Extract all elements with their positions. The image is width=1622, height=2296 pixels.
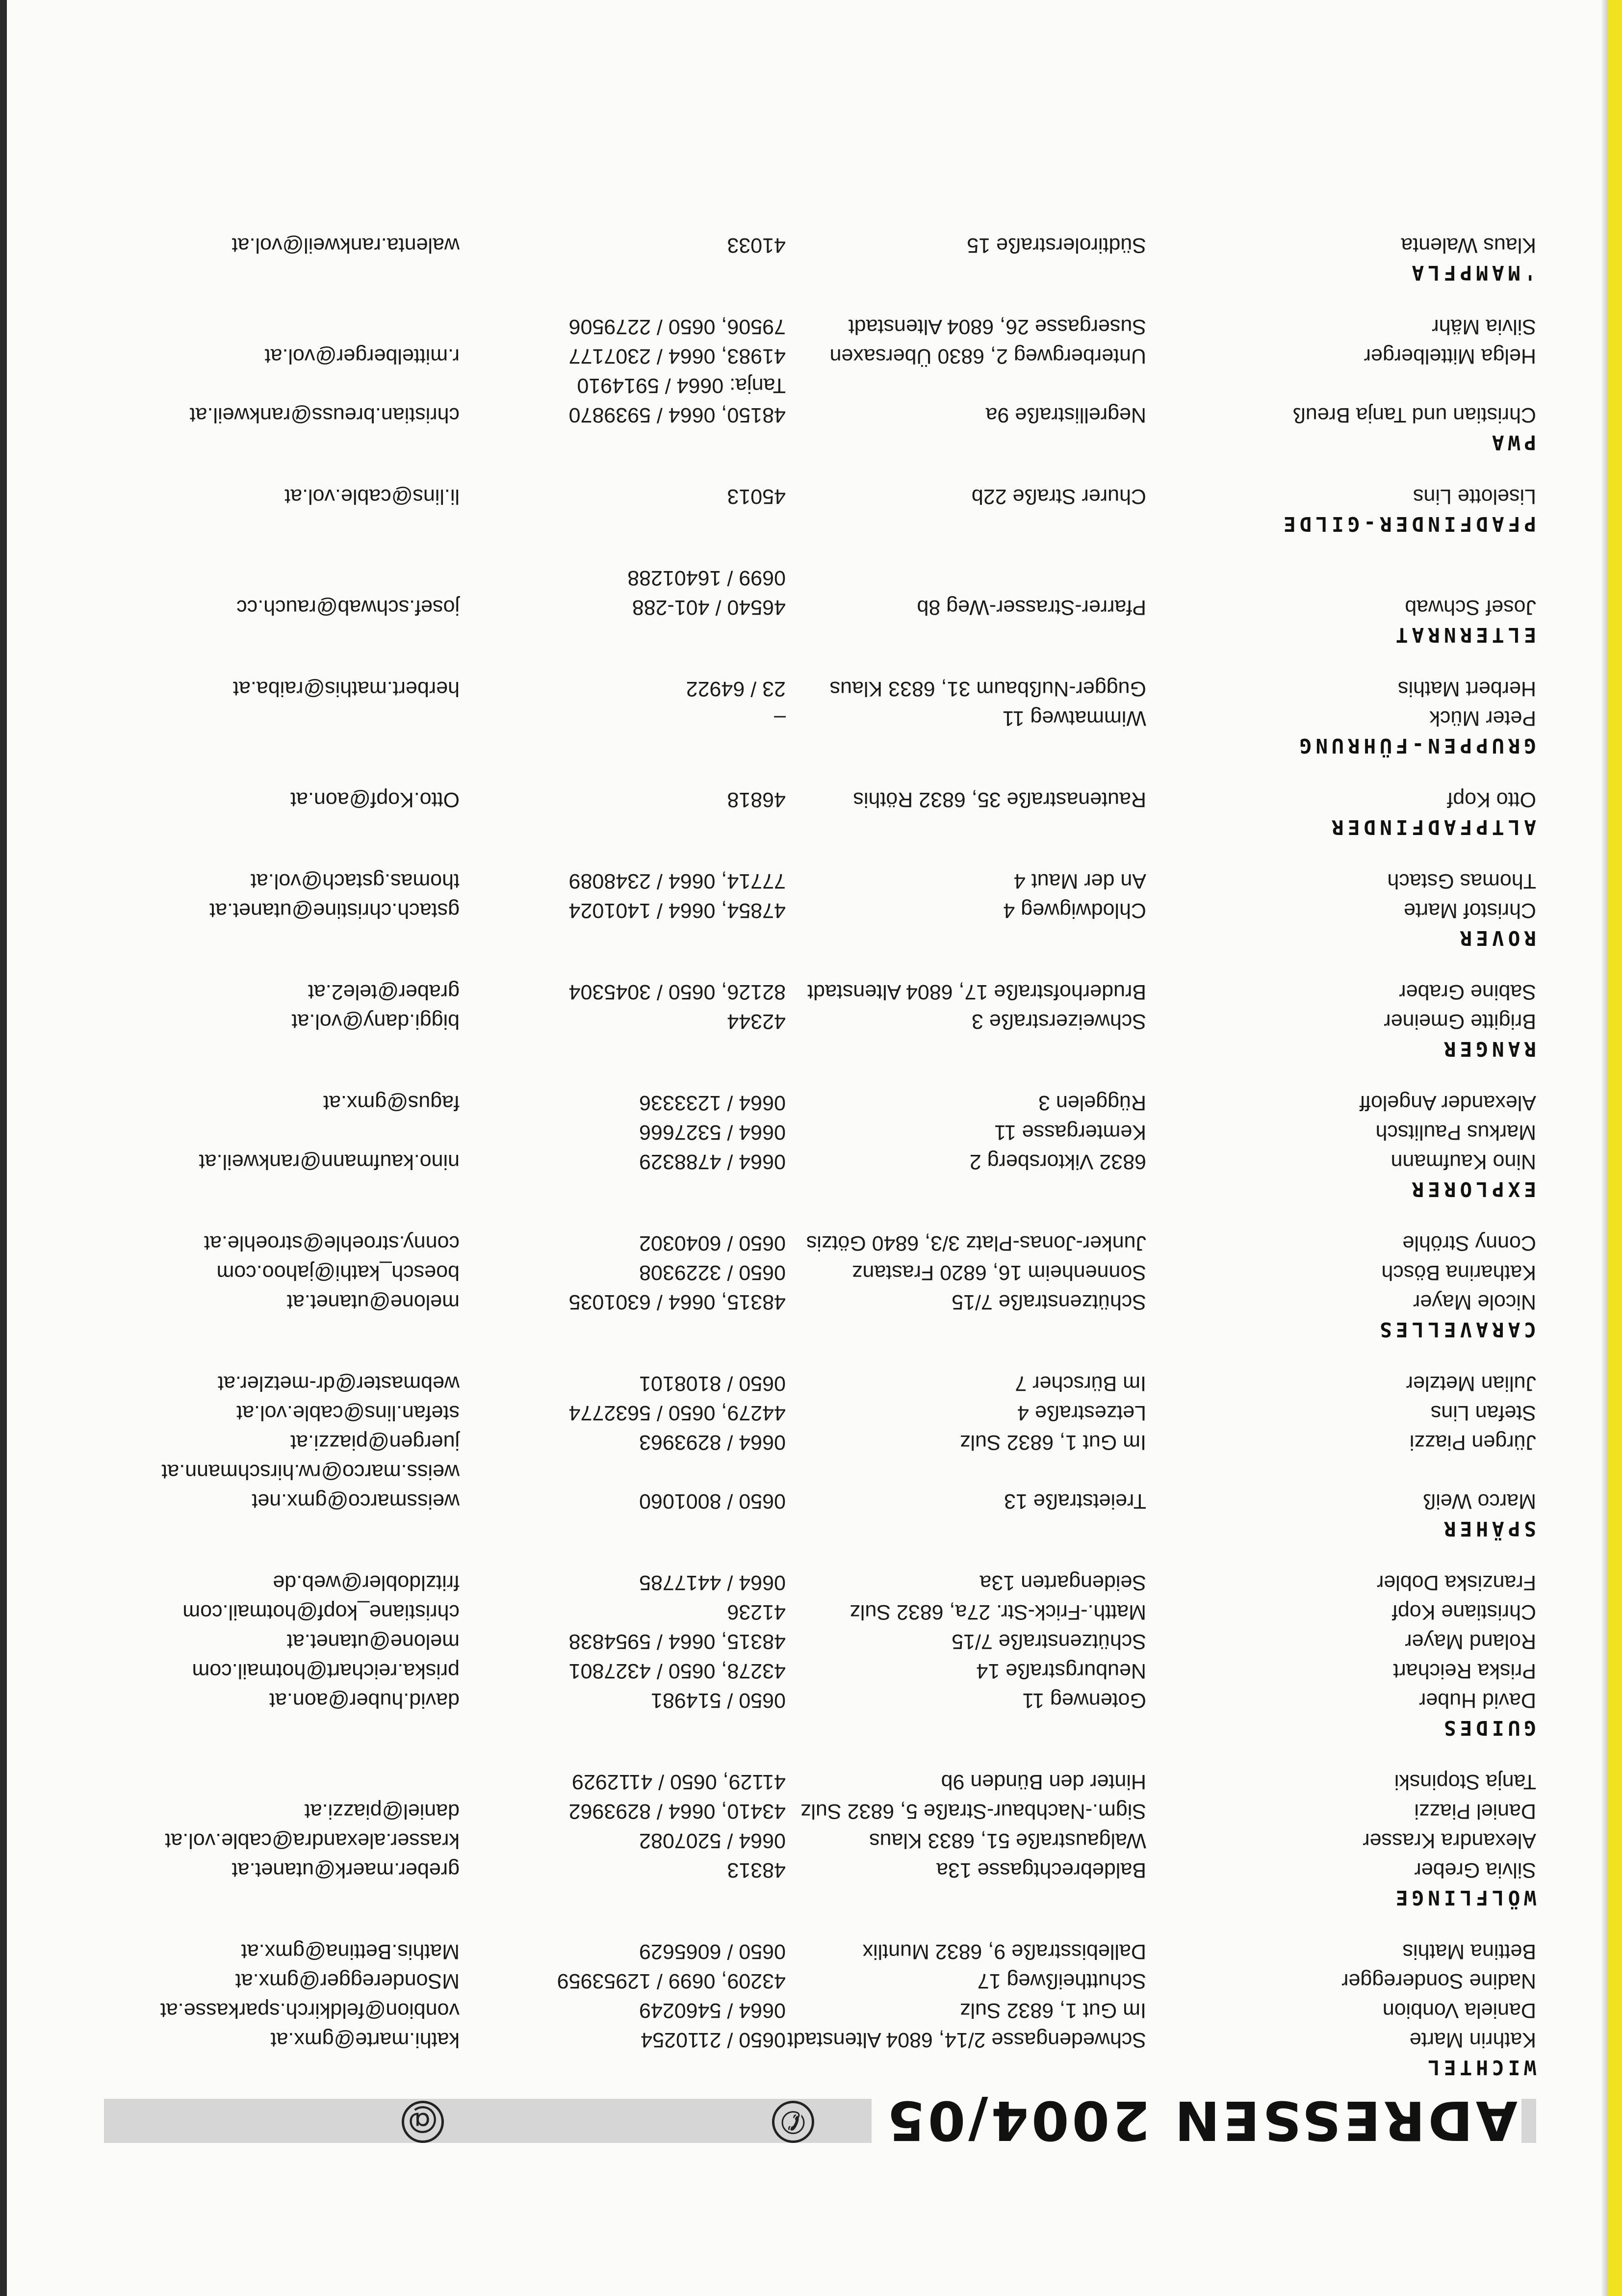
contact-name: Josef Schwab (1405, 596, 1536, 619)
contact-address: Schwedengasse 2/14, 6804 Altenstadt (787, 2028, 1146, 2052)
contact-address: Bruderhofstraße 17, 6804 Altenstadt (807, 980, 1146, 1004)
contact-address: Südtirolerstraße 15 (967, 234, 1146, 257)
address-entry (84, 704, 1536, 733)
group-title: SPÄHER (1440, 1517, 1536, 1540)
group-title: CARAVELLES (1376, 1318, 1536, 1341)
contact-phone: 47854, 0664 / 1401024 (568, 899, 786, 922)
address-entry (84, 1369, 1536, 1398)
contact-email: graber@tele2.at (308, 980, 460, 1004)
contact-name: Christiane Kopf (1392, 1600, 1536, 1624)
contact-address: Pfarrer-Strasser-Weg 8b (917, 596, 1146, 619)
address-entry (84, 674, 1536, 704)
contact-address: An der Maut 4 (1013, 869, 1146, 893)
address-entry (84, 1855, 1536, 1885)
contact-phone: 0650 / 3229308 (639, 1261, 786, 1284)
contact-name: Nadine Sonderegger (1341, 1969, 1536, 1993)
group-title: WÖLFLINGE (1391, 1886, 1536, 1909)
contact-email: gstach.christine@utanet.at (209, 899, 460, 922)
contact-phone: 43278, 0650 / 4327801 (568, 1659, 786, 1683)
contact-phone: 48315, 0664 / 6301035 (568, 1290, 786, 1314)
group-title: ELTERNRAT (1391, 623, 1536, 647)
group-section (84, 1767, 1536, 1910)
contact-phone: 41983, 0664 / 2307177 (568, 344, 786, 368)
contact-name: Alexandra Krasser (1363, 1829, 1536, 1852)
contact-name: Marco Weiß (1423, 1489, 1536, 1513)
group-section (84, 977, 1536, 1062)
contact-email: conny.stroehle@stroehle.at (204, 1231, 460, 1255)
contact-name: Tanja Stopinski (1394, 1770, 1536, 1794)
group-section (84, 674, 1536, 758)
group-section (84, 1088, 1536, 1202)
contact-phone: 48150, 0664 / 5939870 (568, 403, 786, 427)
contact-name: Nicole Mayer (1413, 1290, 1536, 1314)
contact-phone: 0650 / 514981 (651, 1689, 786, 1712)
contact-email: MSonderegger@gmx.at (235, 1969, 460, 1993)
contact-phone: 41033 (727, 234, 786, 257)
contact-phone: 0699 / 16401288 (627, 566, 786, 590)
contact-phone: 48313 (727, 1858, 786, 1882)
contact-name: Otto Kopf (1447, 788, 1536, 811)
contact-name: Roland Mayer (1405, 1630, 1536, 1653)
group-title: PFADFINDER-GILDE (1280, 512, 1536, 536)
contact-email: thomas.gstach@vol.at (250, 869, 460, 893)
contact-name: Brigitte Gmeiner (1384, 1010, 1536, 1033)
contact-address: Chlodwigweg 4 (1003, 899, 1146, 922)
address-entry (84, 1228, 1536, 1258)
group-section (84, 482, 1536, 537)
address-entry (84, 1937, 1536, 1966)
contact-name: Herbert Mathis (1398, 677, 1536, 701)
address-entry (84, 1627, 1536, 1656)
at-icon: @ (398, 2095, 447, 2149)
contact-name: Silvia Mähr (1432, 315, 1536, 339)
contact-name: Klaus Walenta (1401, 234, 1536, 257)
contact-address: Sonnenheim 16, 6820 Frastanz (851, 1261, 1146, 1284)
contact-address: Schützenstraße 7/15 (952, 1290, 1146, 1314)
contact-address: Im Gut 1, 6832 Sulz (959, 1999, 1146, 2022)
contact-address: Wimmatweg 11 (1002, 706, 1146, 730)
contact-email: weiss.marco@rw.hirschmann.at (161, 1460, 460, 1484)
contact-email: priska.reichart@hotmail.com (192, 1659, 460, 1683)
contact-address: Baldebrechtgasse 13a (936, 1858, 1146, 1882)
group-title: ROVER (1456, 926, 1536, 950)
contact-address: Kemtergasse 11 (994, 1121, 1146, 1144)
group-title: GRUPPEN-FÜHRUNG (1295, 734, 1536, 757)
contact-phone: 42344 (727, 1010, 786, 1033)
address-entry (84, 231, 1536, 260)
contact-name: Kathrin Marte (1409, 2028, 1536, 2052)
contact-phone: 43209, 0699 / 12953959 (557, 1969, 786, 1993)
contact-email: daniel@piazzi.at (304, 1800, 460, 1823)
group-section (84, 1568, 1536, 1741)
address-entry (84, 896, 1536, 925)
contact-email: kathi.marte@gmx.at (270, 2028, 460, 2052)
contact-name: Katharina Bösch (1381, 1261, 1536, 1284)
contact-email: greber.maerk@utanet.at (232, 1858, 460, 1882)
phone-icon: ✆ (769, 2095, 818, 2149)
address-entry (84, 977, 1536, 1007)
address-entry (84, 312, 1536, 341)
contact-name: Nino Kaufmann (1390, 1150, 1536, 1174)
contact-email: boesch_kathi@jahoo.com (216, 1261, 460, 1284)
address-entry (84, 1147, 1536, 1176)
contact-name: Markus Paulitsch (1375, 1121, 1536, 1144)
contact-phone: 0664 / 5460249 (639, 1999, 786, 2022)
contact-name: Alexander Angeloff (1359, 1091, 1536, 1115)
address-entry (84, 1258, 1536, 1287)
contact-phone: 23 / 64922 (686, 677, 786, 701)
contact-address: Schuttheißweg 17 (977, 1969, 1146, 1993)
contact-address: Gotenweg 11 (1022, 1689, 1146, 1712)
contact-name: Silvia Greber (1414, 1858, 1536, 1882)
contact-email: melone@utanet.at (286, 1290, 460, 1314)
contact-address: Susergasse 26, 6804 Altenstadt (848, 315, 1146, 339)
contact-email: herbert.mathis@raiba.at (233, 677, 460, 701)
contact-name: Bettina Mathis (1402, 1940, 1536, 1963)
address-entry (84, 482, 1536, 511)
contact-name: Julian Metzler (1406, 1372, 1536, 1395)
group-title: GUIDES (1440, 1716, 1536, 1740)
contact-email: r.mittelberger@vol.at (264, 344, 460, 368)
contact-phone: 0664 / 5207082 (639, 1829, 786, 1852)
contact-name: Sabine Graber (1399, 980, 1536, 1004)
contact-email: li.lins@cable.vol.at (284, 485, 460, 508)
contact-address: Letzestraße 4 (1017, 1401, 1146, 1425)
contact-email: vonbion@feldkirch.sparkasse.at (160, 1999, 460, 2022)
contact-name: Franziska Dobler (1377, 1571, 1536, 1594)
group-title: WICHTEL (1424, 2056, 1536, 2079)
contact-phone: Tanja: 0664 / 5914910 (577, 374, 786, 397)
contact-phone: 41236 (727, 1600, 786, 1624)
page-title: ADRESSEN 2004/05 (872, 2086, 1521, 2155)
address-entry (84, 1826, 1536, 1855)
address-listing (84, 204, 1536, 2080)
contact-phone: 0664 / 1233336 (639, 1091, 786, 1115)
contact-address: Walgaustraße 51, 6833 Klaus (869, 1829, 1146, 1852)
contact-address: Seidengarten 13a (979, 1571, 1146, 1594)
contact-email: stefan.lins@cable.vol.at (236, 1401, 460, 1425)
contact-address: Schützenstraße 7/15 (952, 1630, 1146, 1653)
contact-name: David Huber (1419, 1689, 1536, 1712)
address-entry (84, 341, 1536, 371)
contact-name: Helga Mittelberger (1364, 344, 1536, 368)
address-entry (84, 1996, 1536, 2025)
address-entry (84, 2025, 1536, 2055)
contact-email: josef.schwab@rauch.cc (236, 596, 460, 619)
contact-phone: 0664 / 4788329 (639, 1150, 786, 1174)
contact-email: christiane_kopf@hotmail.com (182, 1600, 460, 1624)
contact-address: Unterbergweg 2, 6830 Übersaxen (829, 344, 1146, 368)
group-section (84, 866, 1536, 951)
address-entry (84, 1487, 1536, 1516)
group-section (84, 1228, 1536, 1342)
address-entry (84, 1656, 1536, 1686)
address-entry (84, 593, 1536, 622)
contact-phone: 0650 / 6040302 (639, 1231, 786, 1255)
contact-phone: 44279, 0650 / 5632774 (568, 1401, 786, 1425)
contact-phone: 43410, 0664 / 8293962 (568, 1800, 786, 1823)
contact-address: Gugger-Nußbaum 31, 6833 Klaus (829, 677, 1146, 701)
address-entry (84, 1568, 1536, 1597)
contact-address: Im Bürscher 7 (1015, 1372, 1146, 1395)
contact-address: Matth.-Frick-Str. 27a, 6832 Sulz (850, 1600, 1146, 1624)
contact-phone: 48315, 0664 / 5954838 (568, 1630, 786, 1653)
contact-email: biggi.dany@vol.at (291, 1010, 460, 1033)
contact-email: weissmarco@gmx.net (252, 1489, 460, 1513)
group-section (84, 1369, 1536, 1541)
contact-email: juergen@piazzi.at (290, 1431, 460, 1454)
contact-phone: 0650 / 8108101 (639, 1372, 786, 1395)
contact-address: Schweizerstraße 3 (971, 1010, 1146, 1033)
contact-phone: 46818 (727, 788, 786, 811)
address-entry (84, 371, 1536, 400)
contact-phone: 0664 / 5327666 (639, 1121, 786, 1144)
contact-address: Churer Straße 22b (971, 485, 1146, 508)
contact-email: webmaster@dr-metzler.at (218, 1372, 460, 1395)
contact-email: fritzldobler@web.de (273, 1571, 460, 1594)
address-entry (84, 1797, 1536, 1826)
contact-email: Mathis.Bettina@gmx.at (241, 1940, 460, 1963)
contact-email: Otto.Kopf@aon.at (290, 788, 460, 811)
group-title: PWA (1488, 431, 1536, 454)
contact-address: Rautenastraße 35, 6832 Röthis (853, 788, 1146, 811)
contact-name: Thomas Gstach (1387, 869, 1536, 893)
group-section (84, 231, 1536, 286)
contact-name: Conny Ströhle (1402, 1231, 1536, 1255)
contact-phone: 0650 / 8001060 (639, 1489, 786, 1513)
address-entry (84, 1457, 1536, 1487)
contact-address: Im Gut 1, 6832 Sulz (959, 1431, 1146, 1454)
group-section (84, 1937, 1536, 2080)
address-entry (84, 1966, 1536, 1996)
contact-phone: 0650 / 6065629 (639, 1940, 786, 1963)
address-entry (84, 400, 1536, 430)
group-title: EXPLORER (1408, 1177, 1536, 1201)
contact-name: Christof Marte (1403, 899, 1536, 922)
contact-phone: 77714, 0664 / 2348089 (568, 869, 786, 893)
contact-phone: 0664 / 4417785 (639, 1571, 786, 1594)
contact-phone: 0650 / 2110254 (641, 2028, 786, 2052)
contact-address: Junker-Jonas-Platz 3/3, 6840 Götzis (806, 1231, 1146, 1255)
group-title: 'MAMPFLA (1408, 261, 1536, 285)
address-entry (84, 1428, 1536, 1457)
contact-name: Daniela Vonbion (1382, 1999, 1536, 2022)
contact-address: Treietstraße 13 (1004, 1489, 1146, 1513)
contact-name: Stefan Lins (1430, 1401, 1536, 1425)
contact-address: Sigm.-Nachbaur-Straße 5, 6832 Sulz (800, 1800, 1146, 1823)
contact-phone: 82126, 0650 / 3045304 (568, 980, 786, 1004)
contact-address: Negrellistraße 9a (985, 403, 1146, 427)
address-entry (84, 1597, 1536, 1627)
contact-phone: 46540 / 401-288 (632, 596, 786, 619)
address-entry (84, 1007, 1536, 1036)
contact-address: Dallebisstraße 9, 6832 Muntlix (862, 1940, 1146, 1963)
address-entry (84, 1287, 1536, 1317)
contact-name: Jürgen Piazzi (1409, 1431, 1536, 1454)
contact-phone: 45013 (727, 485, 786, 508)
contact-email: walenta.rankweil@vol.at (232, 234, 460, 257)
address-entry (84, 866, 1536, 896)
group-title: RANGER (1440, 1037, 1536, 1061)
contact-email: melone@utanet.at (286, 1630, 460, 1653)
contact-phone: – (774, 706, 786, 730)
contact-address: 6832 Viktorsberg 2 (969, 1150, 1146, 1174)
address-entry (84, 785, 1536, 814)
group-section (84, 312, 1536, 455)
contact-name: Peter Mück (1429, 706, 1536, 730)
contact-name: Christian und Tanja Breuß (1292, 403, 1536, 427)
address-entry (84, 1686, 1536, 1715)
contact-name: Liselotte Lins (1413, 485, 1536, 508)
contact-phone: 79506, 0650 / 2279506 (568, 315, 786, 339)
contact-email: krasser.alexandra@cable.vol.at (165, 1829, 460, 1852)
address-entry (84, 1767, 1536, 1797)
contact-address: Neuburgstraße 14 (976, 1659, 1146, 1683)
contact-phone: 0664 / 8293963 (639, 1431, 786, 1454)
contact-phone: 41129, 0650 / 4112929 (572, 1770, 786, 1794)
contact-address: Hinter den Bünden 9b (941, 1770, 1146, 1794)
address-entry (84, 1088, 1536, 1118)
contact-email: david.huber@aon.at (269, 1689, 460, 1712)
contact-email: fagus@gmx.at (323, 1091, 460, 1115)
contact-address: Rüggelen 3 (1038, 1091, 1146, 1115)
address-entry (84, 1118, 1536, 1147)
address-entry (84, 563, 1536, 593)
group-section (84, 785, 1536, 840)
group-section (84, 563, 1536, 648)
contact-name: Daniel Piazzi (1414, 1800, 1536, 1823)
contact-email: christian.breuss@rankweil.at (189, 403, 460, 427)
contact-email: nino.kaufmann@rankweil.at (199, 1150, 460, 1174)
contact-name: Priska Reichart (1393, 1659, 1536, 1683)
address-entry (84, 1398, 1536, 1428)
group-title: ALTPFADFINDER (1328, 815, 1536, 839)
